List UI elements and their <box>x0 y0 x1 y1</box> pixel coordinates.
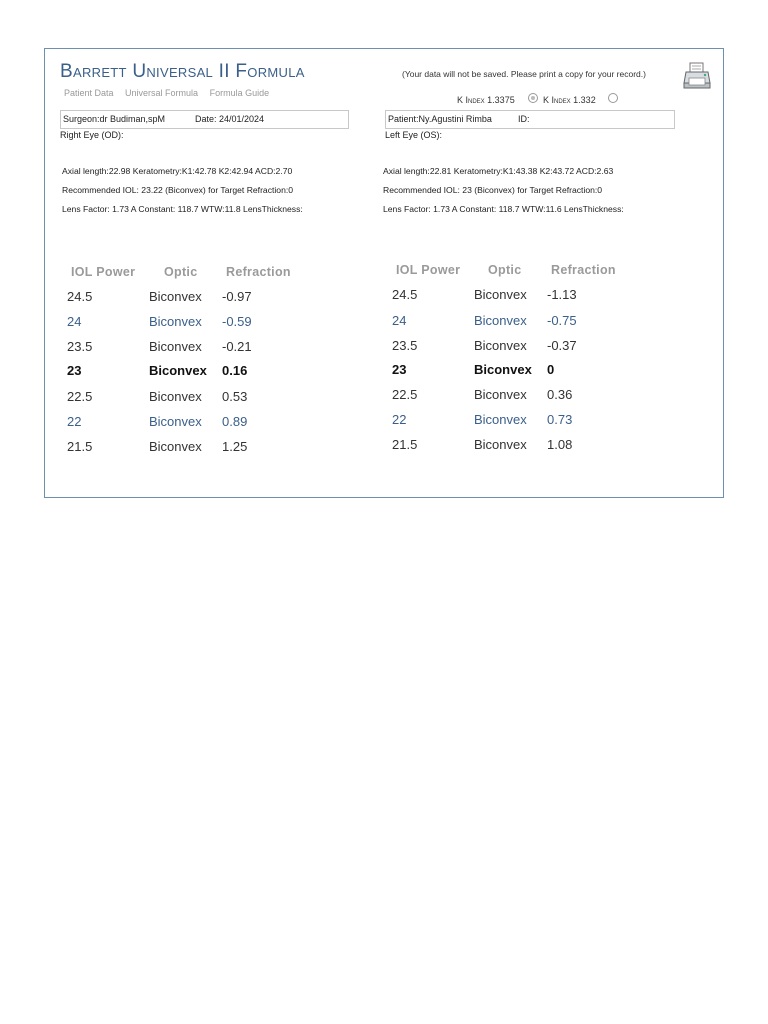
iol-power-cell: 22 <box>392 412 407 427</box>
nav-links <box>64 88 278 98</box>
formula-panel <box>44 48 724 498</box>
nav-formula-guide[interactable]: Formula Guide <box>209 88 270 98</box>
right-eye-label: Right Eye (OD): <box>60 130 124 140</box>
surgeon-name: Surgeon:dr Budiman,spM <box>63 114 166 124</box>
iol-power-cell: 22.5 <box>392 387 418 402</box>
patient-info-box <box>385 110 675 129</box>
refraction-cell: 1.08 <box>547 437 573 452</box>
page-title: Barrett Universal II Formula <box>60 61 305 82</box>
left-header-optic: Optic <box>488 263 522 277</box>
optic-cell: Biconvex <box>149 314 202 329</box>
refraction-cell: -0.37 <box>547 338 577 353</box>
right-header-optic: Optic <box>164 265 198 279</box>
optic-cell: Biconvex <box>474 287 527 302</box>
optic-cell: Biconvex <box>474 313 527 328</box>
k-index-1-3375-radio[interactable] <box>528 93 538 103</box>
optic-cell: Biconvex <box>149 414 202 429</box>
iol-power-cell: 24 <box>392 313 407 328</box>
refraction-cell: 0.89 <box>222 414 248 429</box>
optic-cell: Biconvex <box>474 437 527 452</box>
refraction-cell: 0 <box>547 362 555 377</box>
refraction-cell: 0.73 <box>547 412 573 427</box>
iol-power-cell: 24 <box>67 314 82 329</box>
right-eye-measurements: Axial length:22.98 Keratometry:K1:42.78 K2:42.94 ACD:2.70 <box>62 166 293 176</box>
left-eye-measurements: Axial length:22.81 Keratometry:K1:43.38 K2:43.72 ACD:2.63 <box>383 166 614 176</box>
refraction-cell: -1.13 <box>547 287 577 302</box>
optic-cell: Biconvex <box>149 289 202 304</box>
printer-icon[interactable] <box>683 61 711 91</box>
k-index-1-3375-label: K Index 1.3375 <box>457 95 515 105</box>
iol-power-cell: 24.5 <box>67 289 93 304</box>
right-header-refraction: Refraction <box>226 265 291 279</box>
optic-cell: Biconvex <box>474 412 527 427</box>
optic-cell: Biconvex <box>149 339 202 354</box>
right-header-iol-power: IOL Power <box>71 265 136 279</box>
iol-power-cell: 21.5 <box>67 439 93 454</box>
left-header-iol-power: IOL Power <box>396 263 461 277</box>
iol-power-cell: 23.5 <box>392 338 418 353</box>
surgeon-info-box <box>60 110 349 129</box>
refraction-cell: -0.21 <box>222 339 252 354</box>
refraction-cell: -0.75 <box>547 313 577 328</box>
right-eye-lens-params: Lens Factor: 1.73 A Constant: 118.7 WTW:11.8 LensThickness: <box>62 204 303 214</box>
k-index-1-332-radio[interactable] <box>608 93 618 103</box>
optic-cell: Biconvex <box>149 389 202 404</box>
left-eye-label: Left Eye (OS): <box>385 130 443 140</box>
save-notice: (Your data will not be saved. Please print a copy for your record.) <box>402 69 646 79</box>
left-header-refraction: Refraction <box>551 263 616 277</box>
patient-id: ID: <box>518 114 530 124</box>
iol-power-cell: 22 <box>67 414 82 429</box>
right-eye-recommendation: Recommended IOL: 23.22 (Biconvex) for Target Refraction:0 <box>62 185 294 195</box>
iol-power-cell: 23.5 <box>67 339 93 354</box>
optic-cell: Biconvex <box>149 439 202 454</box>
refraction-cell: 0.36 <box>547 387 573 402</box>
refraction-cell: 0.16 <box>222 363 248 378</box>
nav-universal-formula[interactable]: Universal Formula <box>125 88 199 98</box>
left-eye-lens-params: Lens Factor: 1.73 A Constant: 118.7 WTW:11.6 LensThickness: <box>383 204 624 214</box>
optic-cell: Biconvex <box>474 338 527 353</box>
k-index-1-332-label: K Index 1.332 <box>543 95 596 105</box>
surgery-date: Date: 24/01/2024 <box>195 114 265 124</box>
patient-name: Patient:Ny.Agustini Rimba <box>388 114 492 124</box>
refraction-cell: -0.97 <box>222 289 252 304</box>
iol-power-cell: 22.5 <box>67 389 93 404</box>
iol-power-cell: 23 <box>67 363 82 378</box>
iol-power-cell: 21.5 <box>392 437 418 452</box>
nav-patient-data[interactable]: Patient Data <box>64 88 114 98</box>
refraction-cell: -0.59 <box>222 314 252 329</box>
iol-power-cell: 24.5 <box>392 287 418 302</box>
optic-cell: Biconvex <box>474 362 532 377</box>
optic-cell: Biconvex <box>474 387 527 402</box>
refraction-cell: 1.25 <box>222 439 248 454</box>
refraction-cell: 0.53 <box>222 389 248 404</box>
optic-cell: Biconvex <box>149 363 207 378</box>
iol-power-cell: 23 <box>392 362 407 377</box>
left-eye-recommendation: Recommended IOL: 23 (Biconvex) for Target Refraction:0 <box>383 185 603 195</box>
